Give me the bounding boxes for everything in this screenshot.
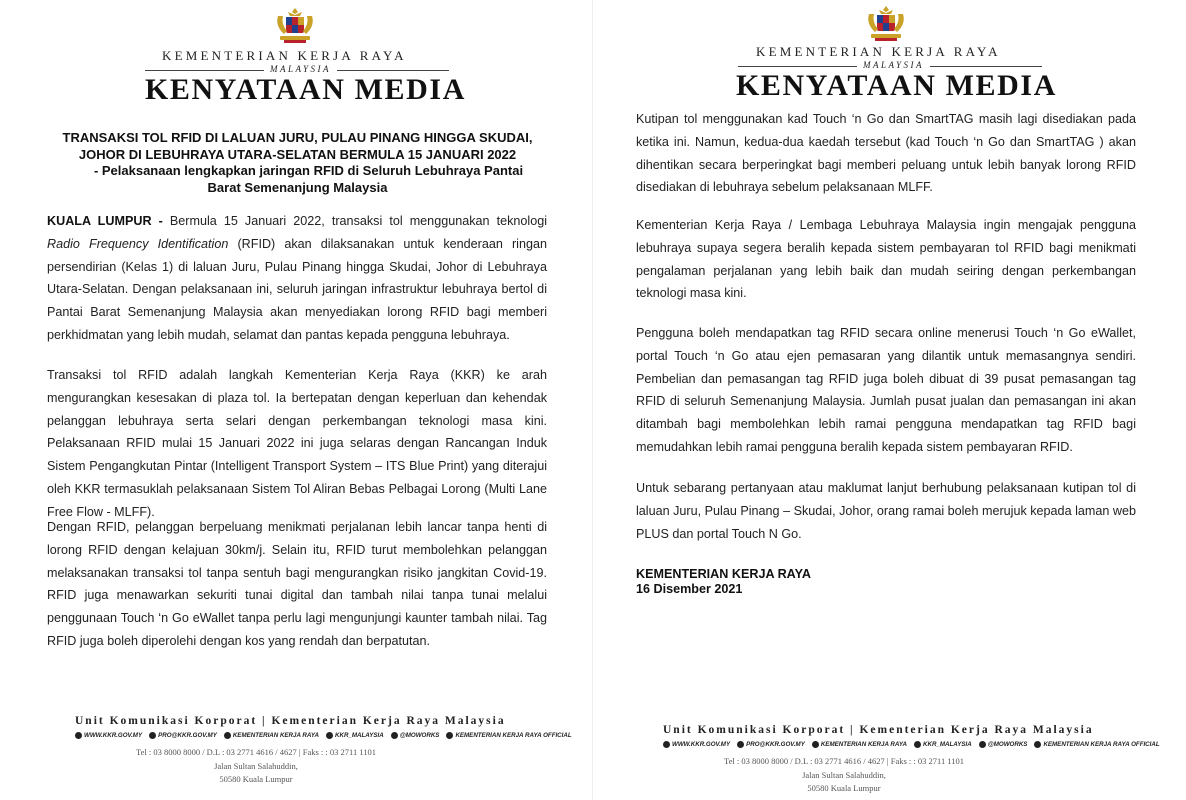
footer-address-2: 50580 Kuala Lumpur bbox=[807, 783, 881, 793]
social-twitter bbox=[326, 732, 384, 739]
twitter-icon bbox=[914, 741, 921, 748]
paragraph-5: Kementerian Kerja Raya / Lembaga Lebuhraya Malaysia ingin mengajak pengguna lebuhraya supaya segera beralih kepada sistem pembayaran tol RFID bagi menikmati pengalaman perjalanan yang lebih baik dan mudah seiring dengan perkembangan teknologi masa kini. bbox=[636, 218, 1136, 301]
signoff-date: 16 Disember 2021 bbox=[636, 582, 743, 596]
facebook-icon bbox=[224, 732, 231, 739]
social-youtube-text: KEMENTERIAN KERJA RAYA OFFICIAL bbox=[1043, 741, 1160, 748]
paragraph-6: Pengguna boleh mendapatkan tag RFID secara online menerusi Touch ‘n Go eWallet, portal Touch ‘n Go atau ejen pemasaran yang dilantik untuk memasangnya sendiri. Pembelian dan pemasangan tag RFID juga boleh dibuat di 39 pusat pemasangan tag RFID di seluruh Semenanjung Malaysia. Jumlah pusat jualan dan pemasangan ini akan ditambah bagi membolehkan lebih ramai pengguna mendapatkan tag RFID bagi memudahkan lebih ramai pengguna beralih kepada sistem pembayaran RFID. bbox=[636, 326, 1136, 454]
social-email bbox=[737, 741, 805, 748]
social-website-text: WWW.KKR.GOV.MY bbox=[84, 732, 143, 739]
country-label: MALAYSIA bbox=[857, 60, 930, 70]
social-instagram-text: @MOWORKS bbox=[399, 732, 440, 739]
mail-icon bbox=[149, 732, 156, 739]
ministry-name: KEMENTERIAN KERJA RAYA bbox=[162, 48, 407, 63]
social-twitter-text: KKR_MALAYSIA bbox=[335, 732, 384, 739]
footer-social-links bbox=[663, 741, 1160, 748]
coat-of-arms-icon bbox=[272, 6, 318, 46]
social-youtube-text: KEMENTERIAN KERJA RAYA OFFICIAL bbox=[455, 732, 572, 739]
social-instagram-text: @MOWORKS bbox=[987, 741, 1028, 748]
headline-line-2: JOHOR DI LEBUHRAYA UTARA-SELATAN BERMULA 15 JANUARI 2022 bbox=[78, 146, 517, 162]
social-instagram bbox=[979, 741, 1028, 748]
social-facebook bbox=[224, 732, 319, 739]
social-twitter bbox=[914, 741, 972, 748]
footer-contact: Tel : 03 8000 8000 / D.L : 03 2771 4616 / 4627 | Faks : : 03 2711 1101 bbox=[723, 756, 965, 766]
social-email bbox=[149, 732, 217, 739]
twitter-icon bbox=[326, 732, 333, 739]
social-facebook-text: KEMENTERIAN KERJA RAYA bbox=[820, 741, 908, 748]
social-youtube bbox=[446, 732, 571, 739]
social-email-text: PRO@KKR.GOV.MY bbox=[158, 732, 217, 739]
footer-unit-title: Unit Komunikasi Korporat | Kementerian Kerja Raya Malaysia bbox=[663, 724, 1094, 736]
paragraph-7: Untuk sebarang pertanyaan atau maklumat lanjut berhubung pelaksanaan kutipan tol di laluan Juru, Pulau Pinang – Skudai, Johor, orang ramai boleh merujuk kepada laman web PLUS dan portal Touch N Go. bbox=[636, 481, 1136, 541]
country-label: MALAYSIA bbox=[264, 64, 337, 74]
paragraph-1 bbox=[47, 210, 547, 347]
headline bbox=[50, 130, 545, 196]
press-release-title: KENYATAAN MEDIA bbox=[736, 69, 1057, 102]
headline-line-1: TRANSAKSI TOL RFID DI LALUAN JURU, PULAU PINANG HINGGA SKUDAI, bbox=[62, 130, 533, 145]
headline-subtitle-2: Barat Semenanjung Malaysia bbox=[207, 179, 388, 195]
paragraph-4: Kutipan tol menggunakan kad Touch ‘n Go dan SmartTAG masih lagi disediakan pada ketika ini. Namun, kedua-dua kaedah tersebut (kad Touch ‘n Go dan SmartTAG ) akan dihentikan secara berperingkat bagi memberi peluang untuk lebih banyak lorong RFID disediakan di lebuhraya sebelum pelaksanaan MLFF. bbox=[636, 112, 1136, 195]
instagram-icon bbox=[979, 741, 986, 748]
social-email-text: PRO@KKR.GOV.MY bbox=[746, 741, 805, 748]
social-website bbox=[75, 732, 142, 739]
social-facebook-text: KEMENTERIAN KERJA RAYA bbox=[232, 732, 320, 739]
press-release-page-2 bbox=[593, 0, 1186, 800]
footer-address-2: 50580 Kuala Lumpur bbox=[219, 774, 293, 784]
social-instagram bbox=[391, 732, 440, 739]
footer-contact: Tel : 03 8000 8000 / D.L : 03 2771 4616 / 4627 | Faks : : 03 2711 1101 bbox=[135, 747, 377, 757]
paragraph-2: Transaksi tol RFID adalah langkah Kementerian Kerja Raya (KKR) ke arah mengurangkan kesesakan di plaza tol. Ia bertepatan dengan keperluan dan kehendak pelanggan lebuhraya serta selari dengan perkembangan teknologi masa kini. Pelaksanaan RFID mulai 15 Januari 2022 ini juga selaras dengan Rancangan Induk Sistem Pengangkutan Pintar (Intelligent Transport System – ITS Blue Print) yang diterajui oleh KKR termasuklah pelaksanaan Sistem Tol Aliran Bebas Pelbagai Lorong (Multi Lane Free Flow - MLFF). bbox=[47, 368, 547, 519]
footer-unit-title: Unit Komunikasi Korporat | Kementerian Kerja Raya Malaysia bbox=[75, 715, 506, 727]
facebook-icon bbox=[812, 741, 819, 748]
footer-address-1: Jalan Sultan Salahuddin, bbox=[214, 761, 298, 771]
headline-subtitle-1: - Pelaksanaan lengkapkan jaringan RFID di Seluruh Lebuhraya Pantai bbox=[93, 163, 524, 178]
footer-address-1: Jalan Sultan Salahuddin, bbox=[802, 770, 886, 780]
signoff-organisation: KEMENTERIAN KERJA RAYA bbox=[636, 567, 811, 581]
youtube-icon bbox=[1034, 741, 1041, 748]
footer-social-links bbox=[75, 732, 572, 739]
social-website-text: WWW.KKR.GOV.MY bbox=[672, 741, 731, 748]
paragraph-1-text-a: Bermula 15 Januari 2022, transaksi tol menggunakan teknologi bbox=[162, 214, 547, 228]
social-youtube bbox=[1034, 741, 1159, 748]
coat-of-arms-icon bbox=[863, 4, 909, 44]
globe-icon bbox=[75, 732, 82, 739]
paragraph-1-text-b: (RFID) akan dilaksanakan untuk kenderaan ringan persendirian (Kelas 1) di laluan Juru, Pulau Pinang hingga Skudai, Johor di Lebuhraya Utara-Selatan. Dengan pelaksanaan ini, seluruh jaringan infrastruktur lebuhraya bertol di Pantai Barat Semenanjung Malaysia akan menyediakan lorong RFID bagi memberi perkhidmatan yang lebih mudah, selamat dan pantas kepada pengguna lebuhraya. bbox=[47, 236, 547, 342]
paragraph-3: Dengan RFID, pelanggan berpeluang menikmati perjalanan lebih lancar tanpa henti di lorong RFID dengan kelajuan 30km/j. Selain itu, RFID turut membolehkan pelanggan melaksanakan transaksi tol tanpa sentuh bagi mengurangkan risiko jangkitan Covid-19. RFID juga menawarkan sekuriti tunai digital dan tambah nilai tanpa tunai melalui penggunaan Touch ‘n Go eWallet tanpa perlu lagi mengunjungi kaunter tambah nilai. Tag RFID juga boleh diperolehi dengan kos yang rendah dan berpatutan. bbox=[47, 520, 547, 648]
dateline: KUALA LUMPUR - bbox=[47, 214, 163, 228]
mail-icon bbox=[737, 741, 744, 748]
youtube-icon bbox=[446, 732, 453, 739]
paragraph-1-italic: Radio Frequency Identification bbox=[47, 236, 229, 251]
globe-icon bbox=[663, 741, 670, 748]
social-facebook bbox=[812, 741, 907, 748]
social-website bbox=[663, 741, 730, 748]
ministry-name: KEMENTERIAN KERJA RAYA bbox=[756, 44, 1001, 59]
instagram-icon bbox=[391, 732, 398, 739]
press-release-title: KENYATAAN MEDIA bbox=[145, 73, 466, 106]
social-twitter-text: KKR_MALAYSIA bbox=[923, 741, 972, 748]
